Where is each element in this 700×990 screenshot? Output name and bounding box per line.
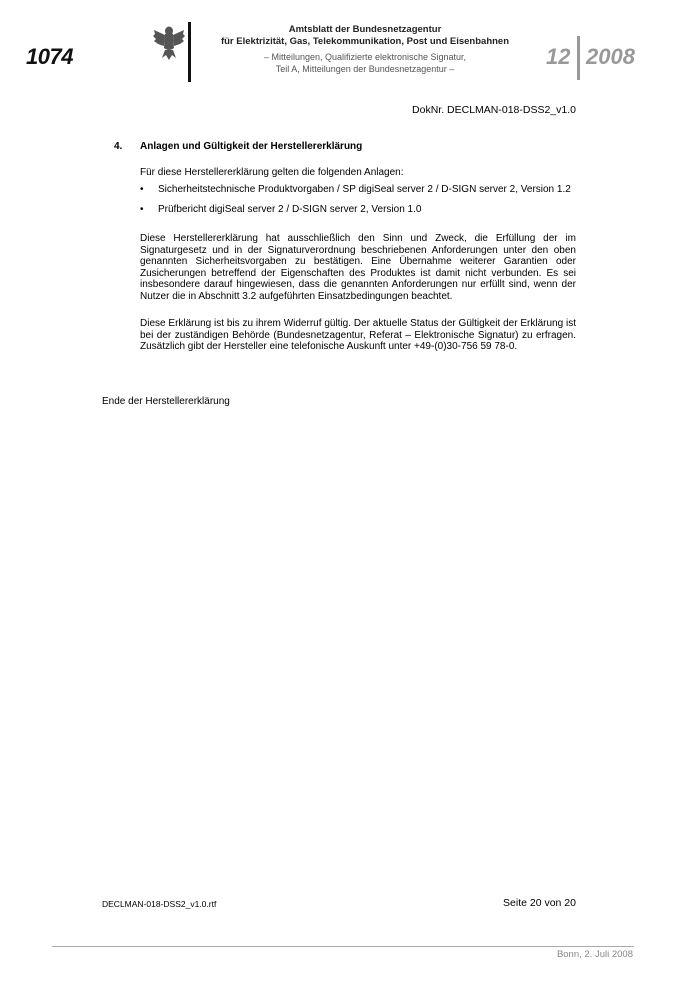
federal-eagle-icon: [152, 22, 186, 62]
page-number: 1074: [26, 44, 73, 69]
paragraph-validity: Diese Erklärung ist bis zu ihrem Widerruf gültig. Der aktuelle Status der Gültigkeit der Erklärung ist bei der zuständigen Behörde (Bundesnetzagentur, Referat – Elektronische Signatur) zu erfragen. Zusätzlich gibt der Hersteller eine telefonische Auskunft unter +49-(0)30-756 59 78-0.: [140, 318, 576, 352]
header-divider: [188, 22, 191, 82]
masthead-title: Amtsblatt der Bundesnetzagentur: [288, 24, 442, 35]
section-title: Anlagen und Gültigkeit der Herstellererklärung: [140, 141, 363, 152]
masthead-subtitle: – Mitteilungen, Qualifizierte elektronische Signatur,: [263, 52, 467, 62]
section-number: 4.: [114, 141, 123, 152]
publication-date: Bonn, 2. Juli 2008: [556, 949, 633, 960]
bullet-icon: •: [140, 184, 144, 195]
footer-divider: [52, 946, 634, 947]
attachment-list: [140, 184, 576, 223]
issue-number: 12: [546, 44, 571, 69]
bullet-icon: •: [140, 203, 144, 215]
list-item-text: Sicherheitstechnische Produktvorgaben / SP digiSeal server 2 / D-SIGN server 2, Version 1.2: [158, 184, 571, 195]
footer-file-name: DECLMAN-018-DSS2_v1.0.rtf: [102, 899, 217, 909]
masthead-title-line2: für Elektrizität, Gas, Telekommunikation, Post und Eisenbahnen: [220, 36, 510, 47]
list-item-text: Prüfbericht digiSeal server 2 / D-SIGN server 2, Version 1.0: [158, 203, 422, 215]
list-item: [140, 204, 576, 216]
end-note: Ende der Herstellererklärung: [102, 396, 230, 407]
intro-text: Für diese Herstellererklärung gelten die folgenden Anlagen:: [140, 167, 404, 178]
section-heading: [114, 141, 362, 152]
issue-divider: [577, 36, 580, 80]
masthead: [200, 24, 530, 75]
paragraph-disclaimer: Diese Herstellererklärung hat ausschließlich den Sinn und Zweck, die Erfüllung der im Signaturgesetz und in der Signaturverordnung beschriebenen Anforderungen unter den oben genannten Sicherheitsvorgaben zu bestätigen. Eine Übernahme weiterer Garantien oder Zusicherungen betreffend der Eigenschaften des Produktes ist damit nicht verbunden. Es sei insbesondere darauf hingewiesen, dass die genannten Anforderungen nur erfüllt sind, wenn der Nutzer die in Abschnitt 3.2 aufgeführten Einsatzbedingungen beachtet.: [140, 233, 576, 302]
list-item: [140, 184, 576, 196]
document-number: DokNr. DECLMAN-018-DSS2_v1.0: [412, 104, 576, 116]
masthead-subtitle-line2: Teil A, Mitteilungen der Bundesnetzagentur –: [275, 64, 455, 74]
footer-page-info: Seite 20 von 20: [503, 897, 576, 909]
issue-year: 2008: [586, 44, 635, 69]
